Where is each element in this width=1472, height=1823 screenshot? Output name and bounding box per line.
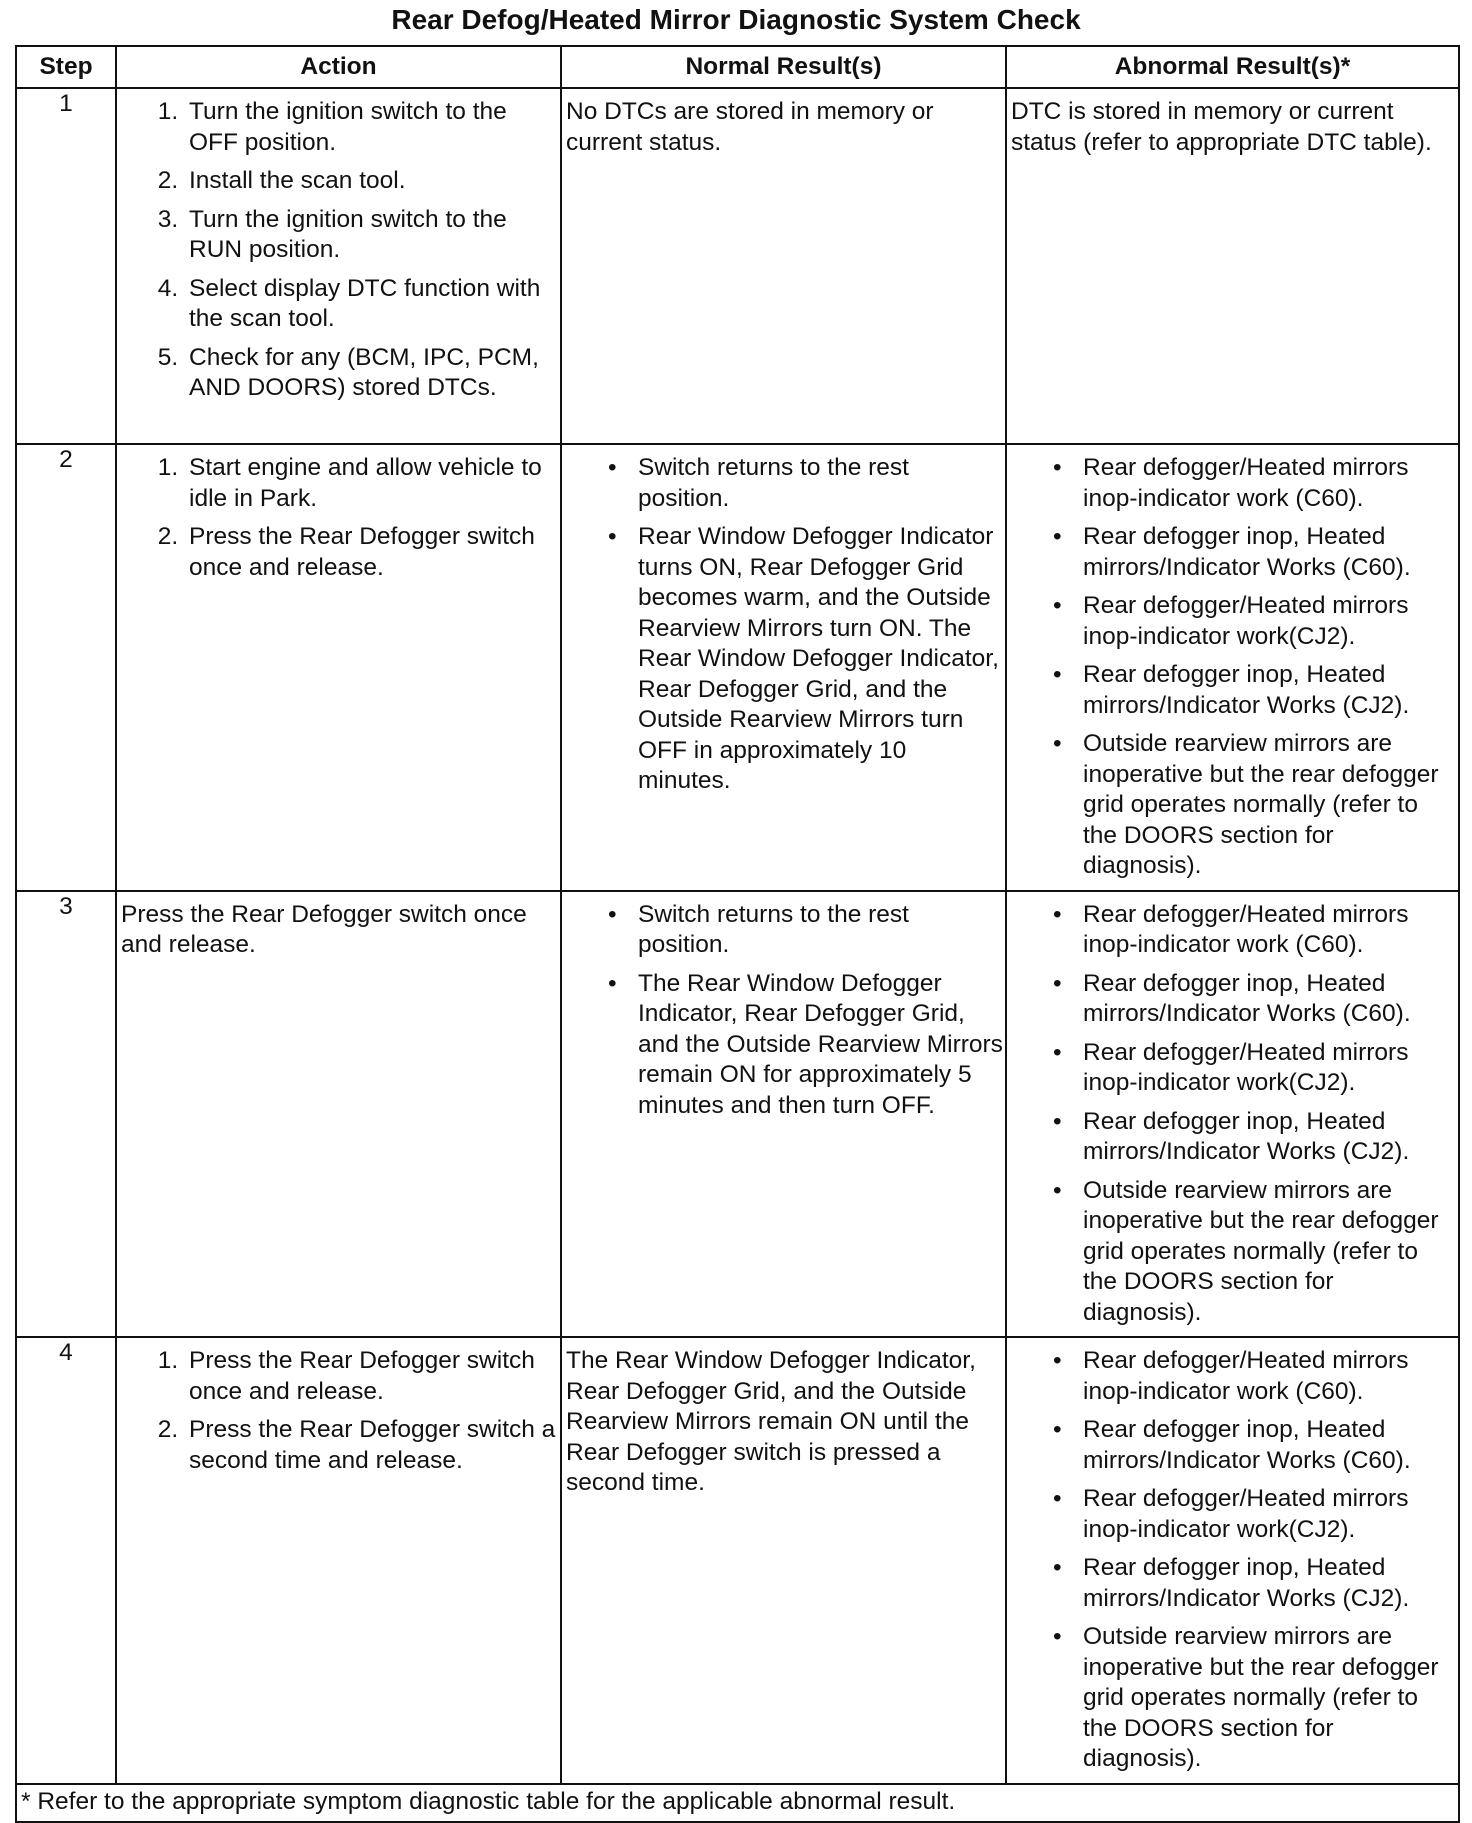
normal-result-text: Switch returns to the rest position. <box>638 900 909 958</box>
action-steps <box>117 97 560 404</box>
normal-result-cell <box>561 444 1006 891</box>
action-cell <box>116 88 561 444</box>
normal-result-text: The Rear Window Defogger Indicator, Rear Defogger Grid, and the Outside Rearview Mirrors remain ON for approximately 5 minutes and then turn OFF. <box>638 969 1003 1119</box>
list-item <box>1053 1346 1458 1407</box>
action-step: 4. Select display DTC function with the scan tool. <box>185 274 560 335</box>
action-step: 1. Start engine and allow vehicle to idle in Park. <box>185 453 560 514</box>
action-steps <box>117 453 560 583</box>
abnormal-result-text: DTC is stored in memory or current status (refer to appropriate DTC table). <box>1011 98 1432 156</box>
action-text: Press the Rear Defogger switch once and release. <box>121 900 527 958</box>
step-number: 2 <box>16 444 116 891</box>
bullet-icon: • <box>608 454 617 481</box>
bullet-icon: • <box>608 969 617 997</box>
abnormal-result-list <box>1007 900 1458 1329</box>
bullet-icon: • <box>1053 1623 1062 1650</box>
bullet-icon: • <box>1053 454 1062 481</box>
action-step: 5. Check for any (BCM, IPC, PCM, AND DOORS) stored DTCs. <box>185 343 560 404</box>
list-item <box>1053 1107 1458 1168</box>
abnormal-result-text: Outside rearview mirrors are inoperative but the rear defogger grid operates normally (refer to the DOORS section for diagnosis). <box>1083 1176 1439 1326</box>
bullet-icon: • <box>1053 1107 1062 1135</box>
list-item <box>608 453 1005 514</box>
abnormal-result-text: Outside rearview mirrors are inoperative but the rear defogger grid operates normally (refer to the DOORS section for diagnosis). <box>1083 1623 1439 1772</box>
abnormal-result-cell <box>1006 1337 1459 1784</box>
bullet-icon: • <box>608 523 617 550</box>
abnormal-result-cell <box>1006 891 1459 1338</box>
abnormal-result-cell <box>1006 444 1459 891</box>
header-abnormal-results: Abnormal Result(s)* <box>1006 46 1459 88</box>
normal-result-list <box>562 900 1005 1122</box>
page-title: Rear Defog/Heated Mirror Diagnostic System Check <box>391 4 1081 35</box>
bullet-icon: • <box>1053 969 1062 997</box>
action-step: 1. Press the Rear Defogger switch once and release. <box>185 1346 560 1407</box>
header-action: Action <box>116 46 561 88</box>
list-item <box>1053 522 1458 583</box>
bullet-icon: • <box>1053 1038 1062 1066</box>
bullet-icon: • <box>1053 900 1062 928</box>
header-step: Step <box>16 46 116 88</box>
abnormal-result-text: Outside rearview mirrors are inoperative but the rear defogger grid operates normally (refer to the DOORS section for diagnosis). <box>1083 730 1439 879</box>
list-item <box>1053 1415 1458 1476</box>
abnormal-result-text: Rear defogger inop, Heated mirrors/Indicator Works (CJ2). <box>1083 1554 1410 1612</box>
abnormal-result-text: Rear defogger inop, Heated mirrors/Indicator Works (C60). <box>1083 523 1411 581</box>
normal-result-text: Rear Window Defogger Indicator turns ON, Rear Defogger Grid becomes warm, and the Outside Rearview Mirrors turn ON. The Rear Window Defogger Indicator, Rear Defogger Grid, and the Outside Rearview Mirrors turn OFF in approximately 10 minutes. <box>638 523 999 794</box>
abnormal-result-text: Rear defogger/Heated mirrors inop-indicator work(CJ2). <box>1083 592 1409 650</box>
abnormal-result-text: Rear defogger/Heated mirrors inop-indicator work (C60). <box>1083 1347 1409 1405</box>
bullet-icon: • <box>1053 592 1062 619</box>
abnormal-result-cell <box>1006 88 1459 444</box>
normal-result-text: The Rear Window Defogger Indicator, Rear Defogger Grid, and the Outside Rearview Mirrors remain ON until the Rear Defogger switch is pressed a second time. <box>566 1347 976 1496</box>
list-item <box>608 969 1005 1122</box>
action-cell <box>116 444 561 891</box>
normal-result-cell <box>561 1337 1006 1784</box>
action-step: 2. Press the Rear Defogger switch a second time and release. <box>185 1415 560 1476</box>
list-item <box>608 522 1005 797</box>
bullet-icon: • <box>1053 1176 1062 1204</box>
action-cell <box>116 891 561 1338</box>
abnormal-result-text: Rear defogger/Heated mirrors inop-indicator work(CJ2). <box>1083 1038 1409 1096</box>
abnormal-result-text: Rear defogger inop, Heated mirrors/Indicator Works (CJ2). <box>1083 1107 1410 1165</box>
abnormal-result-text: Rear defogger inop, Heated mirrors/Indicator Works (C60). <box>1083 969 1411 1027</box>
bullet-icon: • <box>1053 661 1062 688</box>
abnormal-result-text: Rear defogger/Heated mirrors inop-indicator work (C60). <box>1083 900 1409 958</box>
list-item <box>1053 1176 1458 1329</box>
step-number: 4 <box>16 1337 116 1784</box>
step-number: 1 <box>16 88 116 444</box>
list-item <box>1053 969 1458 1030</box>
list-item <box>1053 900 1458 961</box>
header-normal-results: Normal Result(s) <box>561 46 1006 88</box>
normal-result-list <box>562 453 1005 797</box>
bullet-icon: • <box>608 900 617 928</box>
bullet-icon: • <box>1053 1554 1062 1581</box>
abnormal-result-text: Rear defogger inop, Heated mirrors/Indicator Works (CJ2). <box>1083 661 1410 719</box>
bullet-icon: • <box>1053 1347 1062 1374</box>
action-cell <box>116 1337 561 1784</box>
list-item <box>1053 1038 1458 1099</box>
list-item <box>1053 660 1458 721</box>
bullet-icon: • <box>1053 1485 1062 1512</box>
step-number: 3 <box>16 891 116 1338</box>
abnormal-result-text: Rear defogger/Heated mirrors inop-indicator work (C60). <box>1083 454 1409 512</box>
action-step: 2. Press the Rear Defogger switch once and release. <box>185 522 560 583</box>
normal-result-cell <box>561 88 1006 444</box>
list-item <box>608 900 1005 961</box>
action-step: 2. Install the scan tool. <box>185 166 560 197</box>
list-item <box>1053 1553 1458 1614</box>
list-item <box>1053 729 1458 882</box>
list-item <box>1053 591 1458 652</box>
abnormal-result-list <box>1007 1346 1458 1775</box>
list-item <box>1053 1484 1458 1545</box>
normal-result-text: Switch returns to the rest position. <box>638 454 909 512</box>
action-steps <box>117 1346 560 1476</box>
bullet-icon: • <box>1053 523 1062 550</box>
normal-result-cell <box>561 891 1006 1338</box>
header-row <box>16 46 1459 88</box>
abnormal-result-list <box>1007 453 1458 882</box>
list-item <box>1053 453 1458 514</box>
action-step: 3. Turn the ignition switch to the RUN position. <box>185 205 560 266</box>
table-row <box>16 88 1459 444</box>
abnormal-result-text: Rear defogger/Heated mirrors inop-indicator work(CJ2). <box>1083 1485 1409 1543</box>
bullet-icon: • <box>1053 1416 1062 1443</box>
table-row <box>16 1337 1459 1784</box>
action-step: 1. Turn the ignition switch to the OFF position. <box>185 97 560 158</box>
footnote: * Refer to the appropriate symptom diagnostic table for the applicable abnormal result. <box>16 1784 1459 1822</box>
table-row <box>16 444 1459 891</box>
bullet-icon: • <box>1053 730 1062 757</box>
list-item <box>1053 1622 1458 1775</box>
normal-result-text: No DTCs are stored in memory or current status. <box>566 98 934 156</box>
abnormal-result-text: Rear defogger inop, Heated mirrors/Indicator Works (C60). <box>1083 1416 1411 1474</box>
table-row <box>16 891 1459 1338</box>
diagnostic-table <box>15 45 1460 1823</box>
